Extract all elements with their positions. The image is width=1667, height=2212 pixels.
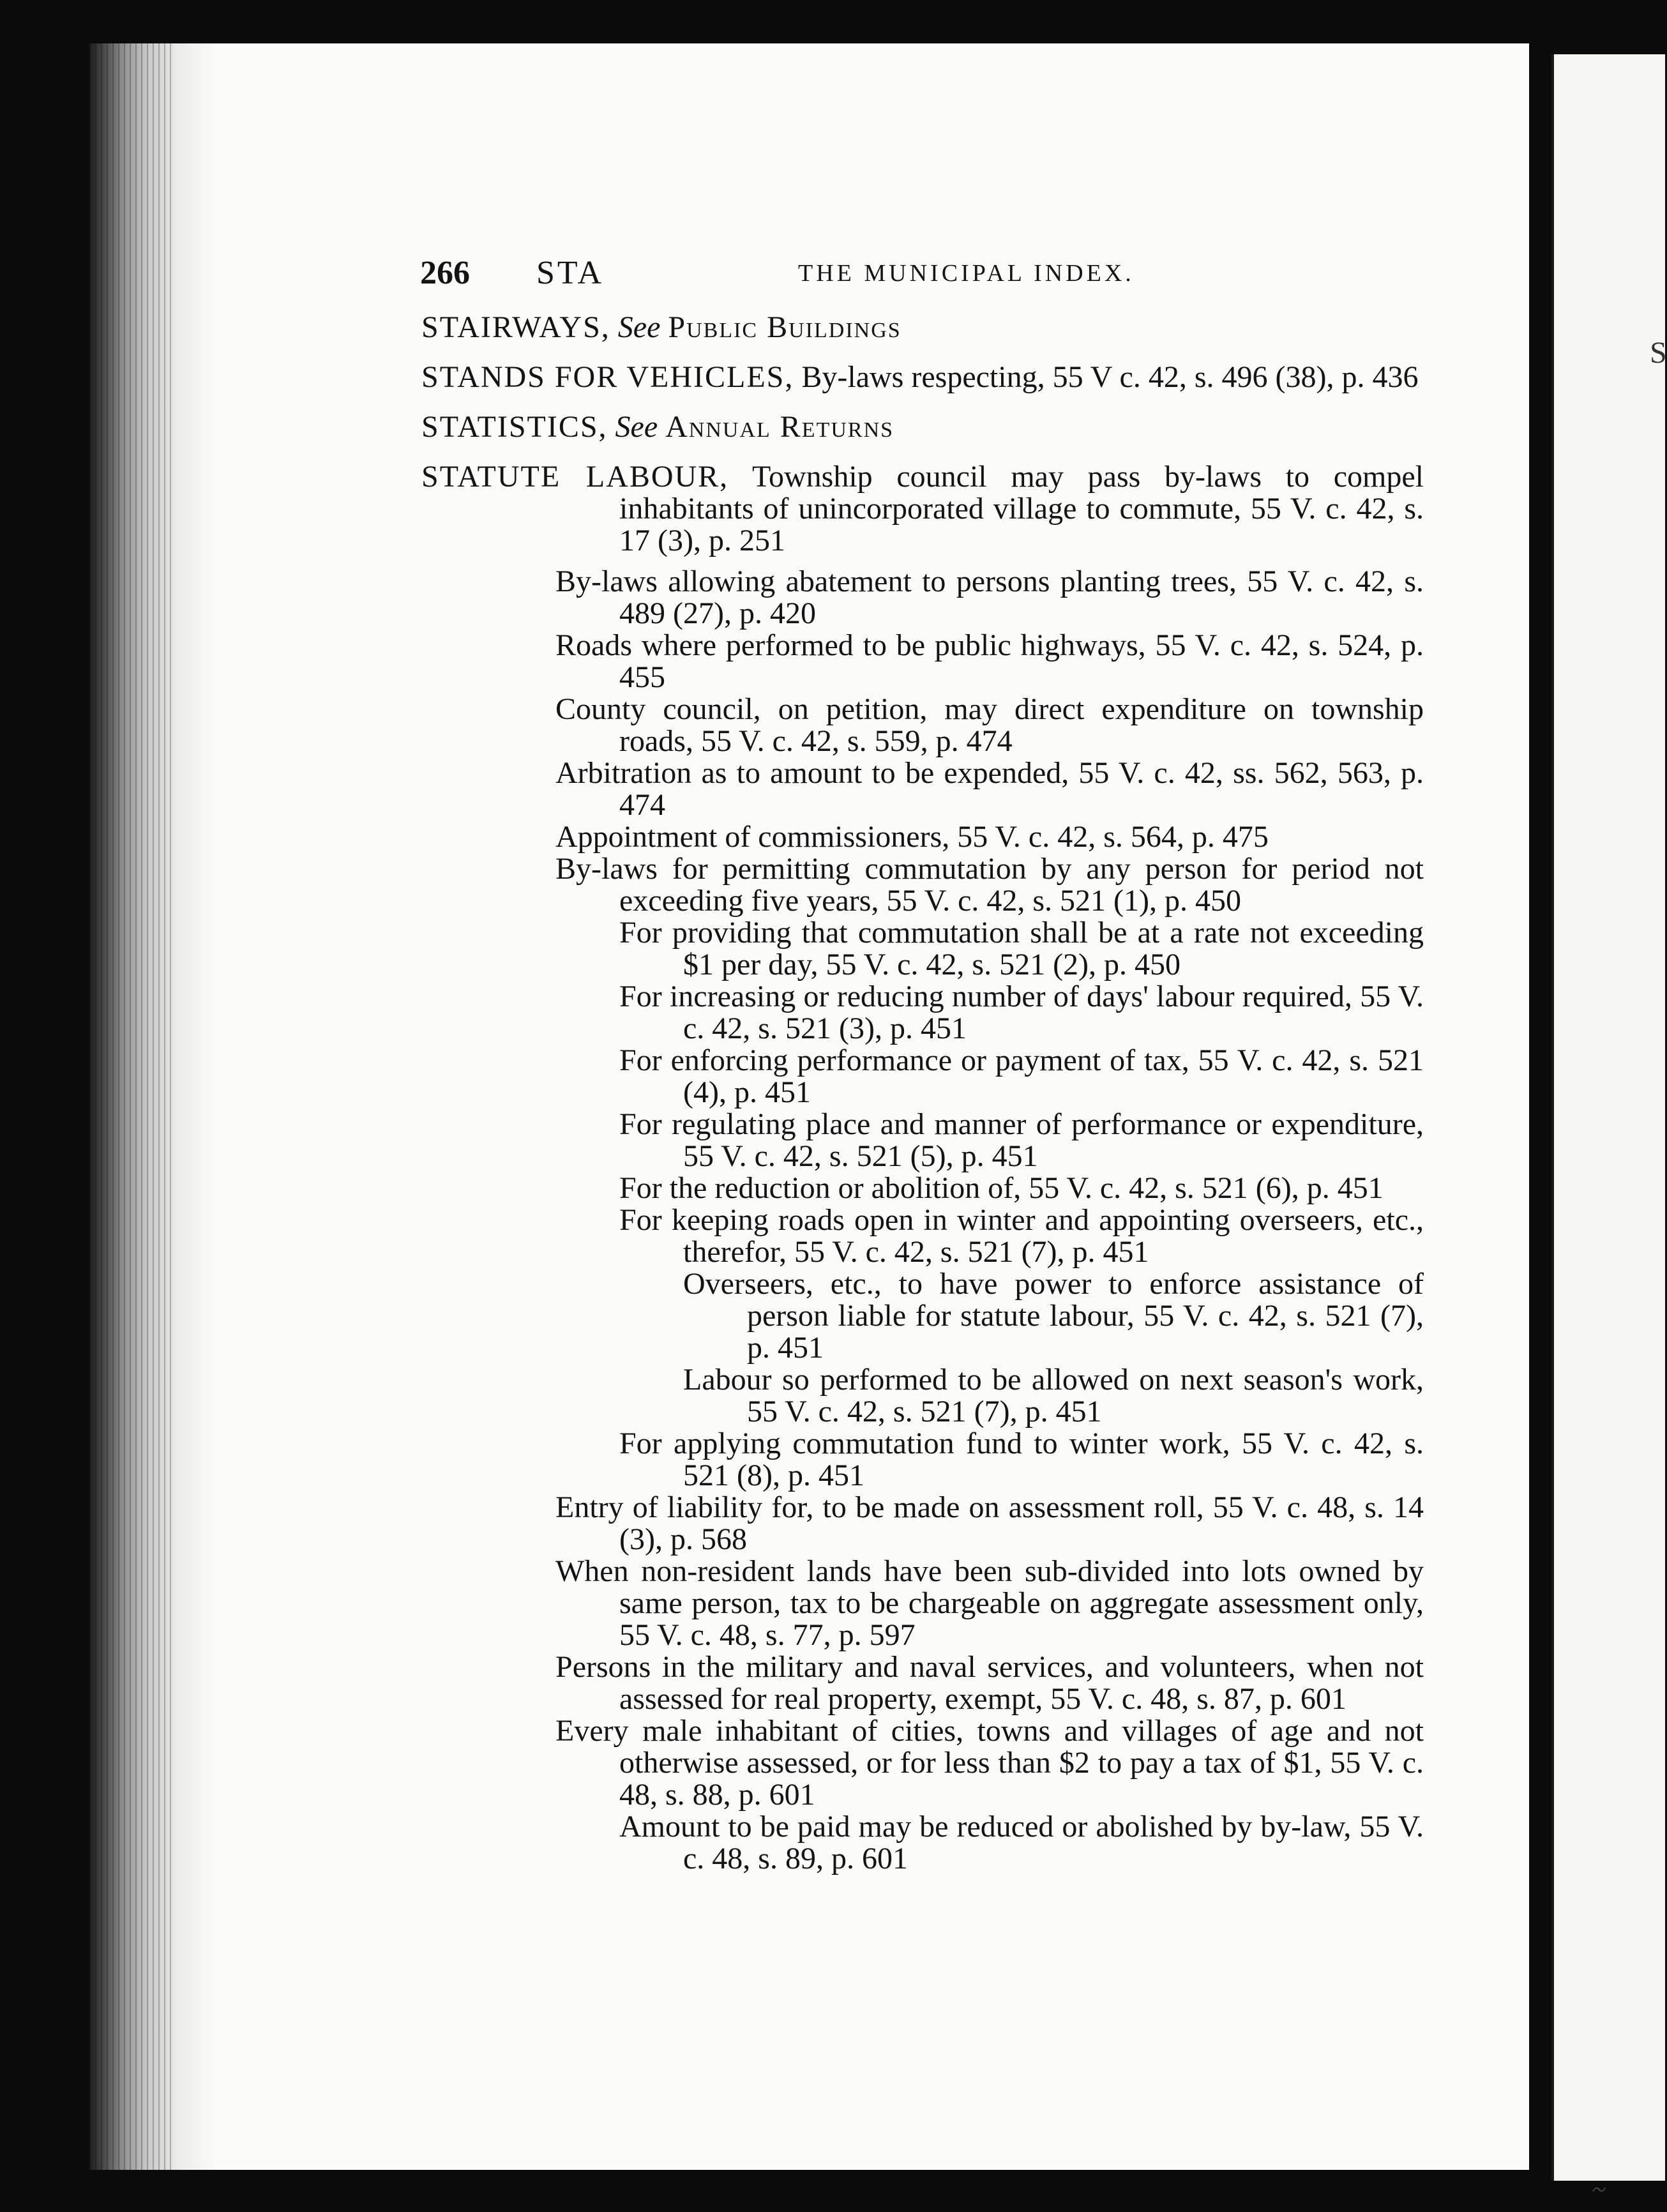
see-reference-word: See [617,310,661,344]
subentry: For applying commutation fund to winter work, 55 V. c. 42, s. 521 (8), p. 451 [619,1427,1424,1492]
facing-page-mark: ~ [1588,2175,1610,2204]
statute-labour-subentries [421,566,1424,1875]
entry-heading: STAIRWAYS, [421,310,610,344]
facing-page-edge [1551,54,1667,2204]
subentry: By-laws for permitting commutation by any person for period not exceeding five years, 55 V. c. 42, s. 521 (1), p. 450 [555,852,1424,918]
section-label: STA [536,255,605,291]
index-entries [421,312,1424,1875]
subentry: Every male inhabitant of cities, towns and villages of age and not otherwise assessed, or for less than $2 to pay a tax of $1, 55 V. c. 48, s. 88, p. 601 [555,1714,1424,1812]
entry-heading: STANDS FOR VEHICLES, [421,360,794,394]
facing-page-letter: S [1650,336,1667,370]
subentry: Labour so performed to be allowed on next season's work, 55 V. c. 42, s. 521 (7), p. 451 [683,1363,1424,1428]
subentry: For the reduction or abolition of, 55 V. c. 42, s. 521 (6), p. 451 [619,1171,1384,1205]
subentry: For enforcing performance or payment of tax, 55 V. c. 42, s. 521 (4), p. 451 [619,1043,1424,1109]
entry-text: By-laws respecting, 55 V c. 42, s. 496 (38), p. 436 [801,360,1419,394]
subentry: By-laws allowing abatement to persons planting trees, 55 V. c. 42, s. 489 (27), p. 420 [555,564,1424,630]
running-title: THE MUNICIPAL INDEX. [798,260,1135,287]
subentry: Overseers, etc., to have power to enforce assistance of person liable for statute labour, 55 V. c. 42, s. 521 (7), p. 451 [683,1267,1424,1365]
subentry: Persons in the military and naval services, and volunteers, when not assessed for real property, exempt, 55 V. c. 48, s. 87, p. 601 [555,1650,1424,1716]
index-entry [421,361,1424,393]
cross-reference: Annual Returns [665,410,894,444]
subentry: For increasing or reducing number of days' labour required, 55 V. c. 42, s. 521 (3), p. 451 [619,980,1424,1045]
subentry: Arbitration as to amount to be expended, 55 V. c. 42, ss. 562, 563, p. 474 [555,756,1424,822]
subentry: For regulating place and manner of performance or expenditure, 55 V. c. 42, s. 521 (5), p. 451 [619,1107,1424,1173]
cross-reference: Public Buildings [668,310,901,344]
entry-heading: STATISTICS, [421,410,608,444]
subentry: County council, on petition, may direct expenditure on township roads, 55 V. c. 42, s. 559, p. 474 [555,692,1424,758]
subentry: For keeping roads open in winter and appointing overseers, etc., therefor, 55 V. c. 42, s. 521 (7), p. 451 [619,1203,1424,1269]
page-number: 266 [420,255,470,291]
subentry: Appointment of commissioners, 55 V. c. 42, s. 564, p. 475 [555,820,1269,854]
running-header [332,254,1430,292]
entry-text: Township council may pass by-laws to compel inhabitants of unincorporated village to commute, 55 V. c. 42, s. 17 (3), p. 251 [619,460,1424,557]
index-entry [421,312,1424,344]
subentry: Amount to be paid may be reduced or abolished by by-law, 55 V. c. 48, s. 89, p. 601 [619,1810,1424,1875]
subentry: When non-resident lands have been sub-divided into lots owned by same person, tax to be chargeable on aggregate assessment only, 55 V. c. 48, s. 77, p. 597 [555,1554,1424,1652]
subentry: Entry of liability for, to be made on assessment roll, 55 V. c. 48, s. 14 (3), p. 568 [555,1490,1424,1556]
subentry: For providing that commutation shall be at a rate not exceeding $1 per day, 55 V. c. 42, s. 521 (2), p. 450 [619,916,1424,981]
index-entry [421,461,1424,557]
index-entry [421,411,1424,443]
entry-heading: STATUTE LABOUR, [421,460,729,494]
see-reference-word: See [615,410,658,444]
subentry: Roads where performed to be public highways, 55 V. c. 42, s. 524, p. 455 [555,628,1424,694]
page-edges [89,43,172,2170]
